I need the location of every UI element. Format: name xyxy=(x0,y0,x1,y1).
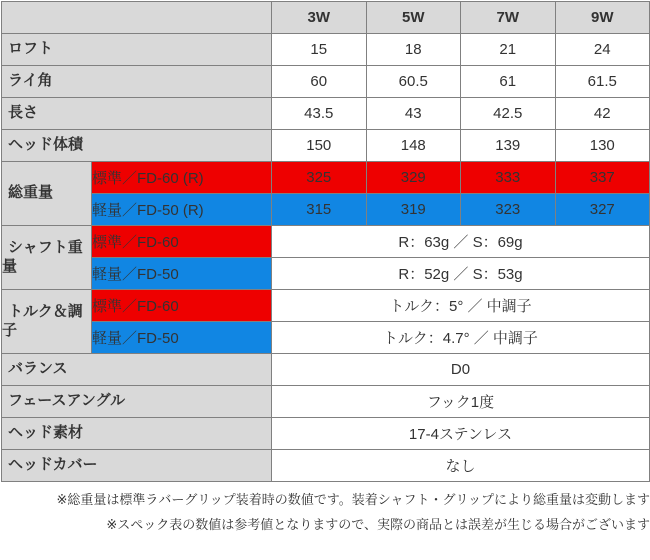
cell-head-volume-5w: 148 xyxy=(366,130,461,162)
cell-loft-9w: 24 xyxy=(555,34,650,66)
footnote-spec-reference: ※スペック表の数値は参考値となりますので、実際の商品とは誤差が生じる場合がございます xyxy=(106,517,650,532)
cell-shaft-weight-light: R：52g ／ S：53g xyxy=(272,258,650,290)
row-torque-standard xyxy=(2,290,650,322)
sublabel-torque-light: 軽量／FD-50 xyxy=(92,322,272,354)
cell-face-angle: フック1度 xyxy=(272,386,650,418)
row-shaft-weight-standard xyxy=(2,226,650,258)
cell-head-material: 17-4ステンレス xyxy=(272,418,650,450)
row-total-weight-light xyxy=(2,194,650,226)
corner-cell xyxy=(2,2,272,34)
row-lie xyxy=(2,66,650,98)
row-label-balance: バランス xyxy=(2,354,272,386)
header-row xyxy=(2,2,650,34)
footnotes xyxy=(0,487,650,537)
row-label-head-material: ヘッド素材 xyxy=(2,418,272,450)
cell-total-weight-standard-5w: 329 xyxy=(366,162,461,194)
spec-table xyxy=(1,1,650,482)
cell-length-7w: 42.5 xyxy=(461,98,556,130)
row-label-loft: ロフト xyxy=(2,34,272,66)
cell-length-3w: 43.5 xyxy=(272,98,367,130)
cell-total-weight-light-9w: 327 xyxy=(555,194,650,226)
row-face-angle xyxy=(2,386,650,418)
cell-total-weight-light-7w: 323 xyxy=(461,194,556,226)
row-torque-light xyxy=(2,322,650,354)
cell-lie-9w: 61.5 xyxy=(555,66,650,98)
row-label-head-volume: ヘッド体積 xyxy=(2,130,272,162)
col-header-7w: 7W xyxy=(461,2,556,34)
cell-total-weight-standard-7w: 333 xyxy=(461,162,556,194)
row-label-shaft-weight: シャフト重量 xyxy=(2,226,92,290)
row-total-weight-standard xyxy=(2,162,650,194)
cell-head-volume-7w: 139 xyxy=(461,130,556,162)
cell-loft-5w: 18 xyxy=(366,34,461,66)
row-balance xyxy=(2,354,650,386)
cell-loft-3w: 15 xyxy=(272,34,367,66)
cell-head-volume-9w: 130 xyxy=(555,130,650,162)
cell-total-weight-standard-9w: 337 xyxy=(555,162,650,194)
row-shaft-weight-light xyxy=(2,258,650,290)
row-label-total-weight: 総重量 xyxy=(2,162,92,226)
sublabel-total-weight-light: 軽量／FD-50 (R) xyxy=(92,194,272,226)
cell-head-volume-3w: 150 xyxy=(272,130,367,162)
sublabel-total-weight-standard: 標準／FD-60 (R) xyxy=(92,162,272,194)
cell-loft-7w: 21 xyxy=(461,34,556,66)
cell-torque-standard: トルク：5° ／ 中調子 xyxy=(272,290,650,322)
spec-page xyxy=(0,1,650,537)
col-header-3w: 3W xyxy=(272,2,367,34)
row-head-cover xyxy=(2,450,650,482)
col-header-5w: 5W xyxy=(366,2,461,34)
sublabel-shaft-weight-light: 軽量／FD-50 xyxy=(92,258,272,290)
footnote-total-weight: ※総重量は標準ラバーグリップ装着時の数値です。装着シャフト・グリップにより総重量は変動します xyxy=(56,492,650,507)
cell-lie-3w: 60 xyxy=(272,66,367,98)
row-label-head-cover: ヘッドカバー xyxy=(2,450,272,482)
row-length xyxy=(2,98,650,130)
cell-total-weight-light-3w: 315 xyxy=(272,194,367,226)
row-label-torque-flex: トルク＆調子 xyxy=(2,290,92,354)
col-header-9w: 9W xyxy=(555,2,650,34)
cell-total-weight-standard-3w: 325 xyxy=(272,162,367,194)
cell-total-weight-light-5w: 319 xyxy=(366,194,461,226)
row-head-volume xyxy=(2,130,650,162)
row-label-face-angle: フェースアングル xyxy=(2,386,272,418)
cell-lie-5w: 60.5 xyxy=(366,66,461,98)
cell-shaft-weight-standard: R：63g ／ S：69g xyxy=(272,226,650,258)
sublabel-torque-standard: 標準／FD-60 xyxy=(92,290,272,322)
cell-head-cover: なし xyxy=(272,450,650,482)
cell-torque-light: トルク：4.7° ／ 中調子 xyxy=(272,322,650,354)
row-loft xyxy=(2,34,650,66)
cell-lie-7w: 61 xyxy=(461,66,556,98)
cell-length-5w: 43 xyxy=(366,98,461,130)
row-label-length: 長さ xyxy=(2,98,272,130)
cell-length-9w: 42 xyxy=(555,98,650,130)
sublabel-shaft-weight-standard: 標準／FD-60 xyxy=(92,226,272,258)
row-head-material xyxy=(2,418,650,450)
cell-balance: D0 xyxy=(272,354,650,386)
row-label-lie: ライ角 xyxy=(2,66,272,98)
